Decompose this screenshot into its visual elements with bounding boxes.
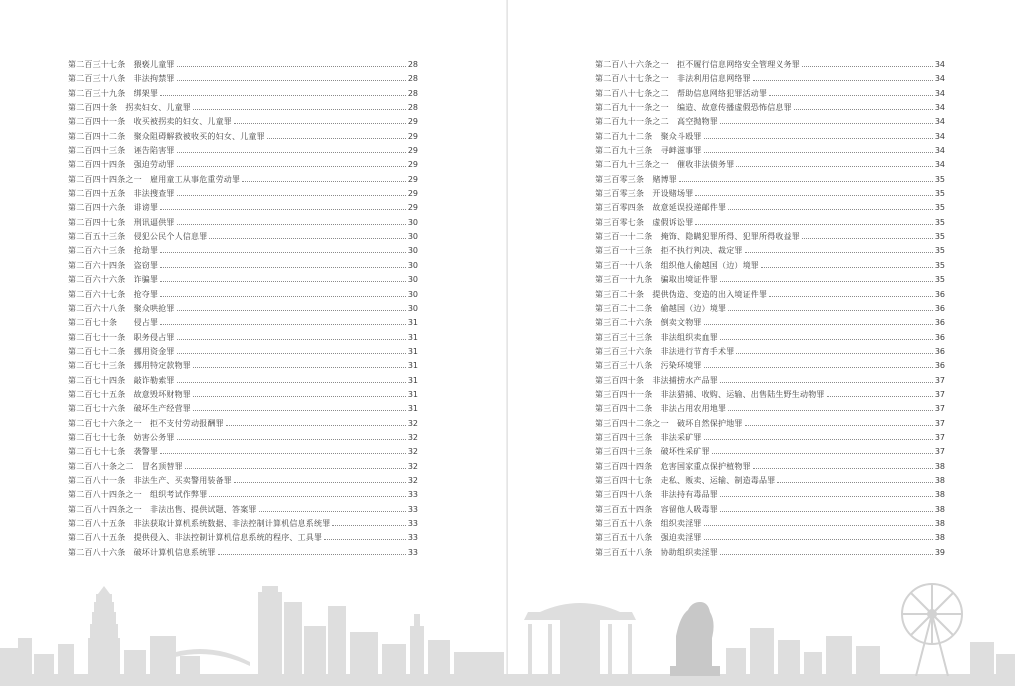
toc-leader-dots — [185, 460, 406, 469]
toc-entry — [68, 58, 418, 72]
toc-leader-dots — [177, 345, 406, 354]
toc-entry-title: 第三百四十二条 非法占用农用地罪 — [595, 404, 727, 414]
toc-entry-title: 第二百四十条 拐卖妇女、儿童罪 — [68, 103, 191, 113]
toc-entry — [595, 101, 945, 115]
toc-entry-title: 第二百八十五条 非法获取计算机系统数据、非法控制计算机信息系统罪 — [68, 519, 331, 528]
toc-entry-title: 第二百七十条 侵占罪 — [68, 318, 159, 328]
toc-page-number: 34 — [934, 103, 945, 113]
toc-entry-title: 第二百七十二条 挪用资金罪 — [68, 346, 175, 356]
toc-page-number: 30 — [407, 217, 418, 227]
toc-leader-dots — [177, 144, 406, 153]
toc-leader-dots — [177, 431, 406, 440]
toc-entry — [68, 460, 418, 474]
toc-page-number: 35 — [934, 246, 945, 256]
toc-page-number: 31 — [407, 332, 418, 342]
toc-entry-title: 第三百零三条 赌博罪 — [595, 174, 677, 184]
toc-page-number: 37 — [934, 418, 945, 428]
toc-leader-dots — [177, 158, 406, 167]
toc-leader-dots — [177, 72, 406, 81]
toc-entry — [68, 431, 418, 445]
toc-page-number: 28 — [407, 60, 418, 69]
toc-entry — [68, 230, 418, 244]
toc-entry — [68, 259, 418, 273]
toc-page-number: 29 — [407, 174, 418, 184]
toc-leader-dots — [704, 531, 933, 540]
toc-entry-title: 第二百三十八条 非法拘禁罪 — [68, 74, 175, 84]
toc-page-number: 32 — [407, 475, 418, 485]
toc-entry-title: 第三百一十九条 骗取出境证件罪 — [595, 275, 718, 285]
toc-page-number: 34 — [934, 88, 945, 98]
toc-leader-dots — [193, 388, 406, 397]
toc-page-number: 30 — [407, 260, 418, 270]
toc-leader-dots — [720, 488, 933, 497]
toc-entry-title: 第二百六十六条 诈骗罪 — [68, 275, 159, 285]
toc-leader-dots — [259, 503, 406, 512]
toc-entry — [595, 517, 945, 531]
toc-entry — [595, 273, 945, 287]
toc-page-number: 28 — [407, 74, 418, 84]
toc-page-number: 38 — [934, 519, 945, 528]
toc-entry — [595, 259, 945, 273]
toc-entry-title: 第二百四十五条 非法搜查罪 — [68, 189, 175, 199]
toc-entry — [595, 388, 945, 402]
toc-leader-dots — [332, 517, 405, 526]
toc-entry-title: 第二百八十七条之一 非法利用信息网络罪 — [595, 74, 751, 84]
toc-page-number: 30 — [407, 246, 418, 256]
toc-entry-title: 第三百四十三条 破坏性采矿罪 — [595, 447, 710, 457]
toc-page-number: 33 — [407, 533, 418, 543]
toc-entry-title: 第三百四十条 非法捕捞水产品罪 — [595, 375, 718, 385]
toc-leader-dots — [177, 58, 406, 67]
toc-page-number: 34 — [934, 131, 945, 141]
toc-page-number: 34 — [934, 74, 945, 84]
toc-leader-dots — [209, 230, 405, 239]
toc-page-number: 36 — [934, 303, 945, 313]
toc-entry-title: 第二百九十三条 寻衅滋事罪 — [595, 146, 702, 156]
toc-page-number: 34 — [934, 146, 945, 156]
toc-leader-dots — [802, 230, 933, 239]
toc-entry — [595, 158, 945, 172]
toc-entry — [595, 316, 945, 330]
toc-leader-dots — [704, 316, 933, 325]
toc-entry — [68, 402, 418, 416]
toc-page-number: 29 — [407, 160, 418, 170]
toc-page-number: 28 — [407, 103, 418, 113]
toc-page-number: 29 — [407, 189, 418, 199]
toc-page-number: 38 — [934, 475, 945, 485]
toc-entry — [595, 58, 945, 72]
toc-entry — [595, 173, 945, 187]
toc-entry-title: 第二百七十一条 职务侵占罪 — [68, 332, 175, 342]
toc-page-number: 32 — [407, 447, 418, 457]
toc-page-number: 34 — [934, 160, 945, 170]
toc-entry — [68, 331, 418, 345]
toc-entry-title: 第二百四十四条之一 雇用童工从事危重劳动罪 — [68, 174, 241, 184]
toc-entry-title: 第二百八十五条 提供侵入、非法控制计算机信息系统的程序、工具罪 — [68, 533, 323, 543]
toc-leader-dots — [745, 417, 933, 426]
toc-entry-title: 第二百四十四条 强迫劳动罪 — [68, 160, 175, 170]
toc-page-number: 32 — [407, 461, 418, 471]
toc-leader-dots — [777, 474, 932, 483]
toc-page-number: 38 — [934, 461, 945, 471]
toc-entry-title: 第三百五十八条 协助组织卖淫罪 — [595, 547, 718, 557]
toc-page-number: 37 — [934, 375, 945, 385]
toc-page-number: 31 — [407, 346, 418, 356]
toc-page-number: 35 — [934, 174, 945, 184]
toc-page-number: 28 — [407, 88, 418, 98]
toc-entry-title: 第二百八十四条之一 组织考试作弊罪 — [68, 490, 208, 500]
toc-leader-dots — [177, 331, 406, 340]
toc-leader-dots — [720, 273, 933, 282]
toc-entry-title: 第三百一十二条 掩饰、隐瞒犯罪所得、犯罪所得收益罪 — [595, 232, 800, 242]
toc-entry-title: 第二百八十四条之一 非法出售、提供试题、答案罪 — [68, 504, 257, 514]
toc-entry — [68, 187, 418, 201]
toc-entry — [595, 72, 945, 86]
toc-entry-title: 第二百七十四条 敲诈勒索罪 — [68, 375, 175, 385]
toc-entry-title: 第三百二十条 提供伪造、变造的出入境证件罪 — [595, 289, 768, 299]
toc-leader-dots — [160, 445, 406, 454]
toc-entry — [68, 72, 418, 86]
toc-entry — [595, 402, 945, 416]
toc-page-number: 31 — [407, 404, 418, 414]
toc-entry-title: 第三百三十八条 污染环境罪 — [595, 361, 702, 371]
toc-page-number: 29 — [407, 131, 418, 141]
toc-entry — [68, 474, 418, 488]
toc-entry — [68, 374, 418, 388]
toc-entry-title: 第二百四十三条 诬告陷害罪 — [68, 146, 175, 156]
toc-entry — [595, 144, 945, 158]
toc-entry-title: 第二百六十四条 盗窃罪 — [68, 260, 159, 270]
toc-entry-title: 第二百六十七条 抢夺罪 — [68, 289, 159, 299]
toc-entry — [68, 101, 418, 115]
toc-entry-title: 第二百四十二条 聚众阻碍解救被收买的妇女、儿童罪 — [68, 131, 265, 141]
toc-leader-dots — [226, 417, 406, 426]
toc-leader-dots — [736, 158, 932, 167]
toc-entry-title: 第二百八十七条之二 帮助信息网络犯罪活动罪 — [595, 88, 768, 98]
toc-leader-dots — [720, 503, 933, 512]
toc-list-left — [68, 58, 418, 560]
toc-entry — [68, 488, 418, 502]
toc-entry-title: 第二百七十三条 挪用特定款物罪 — [68, 361, 191, 371]
toc-leader-dots — [769, 288, 933, 297]
toc-page-number: 31 — [407, 361, 418, 371]
toc-entry — [68, 216, 418, 230]
toc-leader-dots — [160, 273, 406, 282]
toc-leader-dots — [728, 402, 933, 411]
toc-entry — [595, 288, 945, 302]
toc-entry-title: 第二百九十三条之一 催收非法债务罪 — [595, 160, 735, 170]
toc-page-number: 29 — [407, 203, 418, 213]
toc-entry-title: 第三百四十七条 走私、贩卖、运输、制造毒品罪 — [595, 475, 776, 485]
toc-entry-title: 第二百四十六条 诽谤罪 — [68, 203, 159, 213]
toc-page-number: 36 — [934, 346, 945, 356]
toc-page-number: 29 — [407, 117, 418, 127]
toc-entry — [595, 460, 945, 474]
toc-leader-dots — [704, 130, 933, 139]
toc-leader-dots — [160, 244, 406, 253]
toc-leader-dots — [177, 374, 406, 383]
toc-entry — [595, 187, 945, 201]
toc-entry — [595, 431, 945, 445]
toc-leader-dots — [234, 115, 406, 124]
toc-leader-dots — [695, 187, 932, 196]
toc-entry — [68, 417, 418, 431]
toc-entry-title: 第三百零四条 故意延误投递邮件罪 — [595, 203, 727, 213]
toc-entry — [595, 374, 945, 388]
toc-entry — [68, 503, 418, 517]
toc-leader-dots — [761, 259, 933, 268]
toc-page-number: 34 — [934, 117, 945, 127]
toc-entry-title: 第三百一十三条 拒不执行判决、裁定罪 — [595, 246, 743, 256]
toc-entry — [68, 445, 418, 459]
toc-entry — [595, 302, 945, 316]
toc-leader-dots — [234, 474, 406, 483]
toc-entry-title: 第三百一十八条 组织他人偷越国（边）境罪 — [595, 260, 759, 270]
toc-entry — [595, 87, 945, 101]
toc-entry — [68, 531, 418, 545]
city-skyline-illustration — [0, 566, 1015, 686]
toc-entry-title: 第二百六十三条 抢劫罪 — [68, 246, 159, 256]
toc-entry-title: 第二百五十三条 侵犯公民个人信息罪 — [68, 232, 208, 242]
toc-leader-dots — [704, 431, 933, 440]
toc-page-number: 35 — [934, 203, 945, 213]
toc-page-number: 35 — [934, 260, 945, 270]
toc-page-number: 33 — [407, 519, 418, 528]
toc-leader-dots — [160, 316, 406, 325]
toc-entry-title: 第二百六十八条 聚众哄抢罪 — [68, 303, 175, 313]
toc-leader-dots — [745, 244, 933, 253]
toc-entry — [68, 201, 418, 215]
toc-leader-dots — [728, 302, 933, 311]
toc-leader-dots — [769, 87, 933, 96]
toc-entry-title: 第三百四十八条 非法持有毒品罪 — [595, 490, 718, 500]
toc-entry-title: 第三百二十六条 倒卖文物罪 — [595, 318, 702, 328]
toc-entry-title: 第二百八十六条之一 拒不履行信息网络安全管理义务罪 — [595, 60, 800, 69]
toc-leader-dots — [802, 58, 933, 67]
toc-page-number: 36 — [934, 332, 945, 342]
toc-entry — [68, 273, 418, 287]
toc-leader-dots — [177, 302, 406, 311]
toc-page-number: 31 — [407, 375, 418, 385]
toc-entry — [595, 474, 945, 488]
toc-entry — [595, 244, 945, 258]
toc-leader-dots — [218, 546, 406, 555]
toc-leader-dots — [794, 101, 933, 110]
toc-page-number: 36 — [934, 361, 945, 371]
toc-entry-title: 第三百四十四条 危害国家重点保护植物罪 — [595, 461, 751, 471]
toc-leader-dots — [753, 460, 933, 469]
toc-entry-title: 第二百七十七条 妨害公务罪 — [68, 432, 175, 442]
toc-entry-title: 第三百四十三条 非法采矿罪 — [595, 432, 702, 442]
toc-entry-title: 第三百二十二条 偷越国（边）境罪 — [595, 303, 727, 313]
toc-leader-dots — [827, 388, 933, 397]
toc-page-number: 30 — [407, 289, 418, 299]
toc-page-number: 31 — [407, 318, 418, 328]
toc-page-number: 38 — [934, 504, 945, 514]
toc-entry — [595, 503, 945, 517]
toc-entry-title: 第二百八十条之二 冒名顶替罪 — [68, 461, 183, 471]
toc-leader-dots — [242, 173, 406, 182]
toc-leader-dots — [160, 259, 406, 268]
toc-entry-title: 第二百七十六条 破坏生产经营罪 — [68, 404, 191, 414]
toc-entry-title: 第二百七十六条之一 拒不支付劳动报酬罪 — [68, 418, 224, 428]
toc-leader-dots — [177, 216, 406, 225]
toc-leader-dots — [193, 402, 406, 411]
toc-page-number: 39 — [934, 547, 945, 557]
toc-leader-dots — [160, 87, 406, 96]
toc-leader-dots — [720, 115, 933, 124]
toc-page-number: 35 — [934, 275, 945, 285]
toc-entry-title: 第二百九十一条之二 高空抛物罪 — [595, 117, 718, 127]
toc-page-number: 38 — [934, 533, 945, 543]
toc-page-number: 33 — [407, 504, 418, 514]
toc-entry — [595, 488, 945, 502]
toc-entry — [68, 546, 418, 560]
toc-entry — [68, 345, 418, 359]
toc-leader-dots — [324, 531, 406, 540]
toc-page-number: 36 — [934, 318, 945, 328]
toc-entry — [595, 531, 945, 545]
toc-leader-dots — [193, 359, 406, 368]
toc-entry — [68, 144, 418, 158]
toc-list-right — [595, 58, 945, 560]
toc-entry-title: 第二百三十九条 绑架罪 — [68, 88, 159, 98]
toc-page-number: 35 — [934, 217, 945, 227]
toc-leader-dots — [160, 201, 406, 210]
toc-entry — [68, 158, 418, 172]
toc-entry — [68, 130, 418, 144]
toc-leader-dots — [209, 488, 405, 497]
toc-leader-dots — [177, 187, 406, 196]
toc-entry — [595, 417, 945, 431]
toc-leader-dots — [712, 445, 933, 454]
toc-page-number: 30 — [407, 303, 418, 313]
toc-entry — [68, 244, 418, 258]
toc-entry-title: 第三百三十三条 非法组织卖血罪 — [595, 332, 718, 342]
toc-entry — [68, 302, 418, 316]
toc-leader-dots — [720, 546, 933, 555]
toc-leader-dots — [736, 345, 932, 354]
toc-entry — [595, 331, 945, 345]
toc-leader-dots — [753, 72, 933, 81]
toc-entry-title: 第二百四十七条 刑讯逼供罪 — [68, 217, 175, 227]
toc-entry — [68, 517, 418, 531]
toc-page-number: 30 — [407, 232, 418, 242]
toc-entry-title: 第三百五十四条 容留他人吸毒罪 — [595, 504, 718, 514]
toc-entry-title: 第三百三十六条 非法进行节育手术罪 — [595, 346, 735, 356]
toc-entry — [68, 115, 418, 129]
toc-entry-title: 第三百四十二条之一 破坏自然保护地罪 — [595, 418, 743, 428]
toc-entry — [68, 87, 418, 101]
toc-entry — [68, 359, 418, 373]
toc-entry-title: 第二百九十二条 聚众斗殴罪 — [595, 131, 702, 141]
toc-leader-dots — [704, 517, 933, 526]
toc-entry — [595, 345, 945, 359]
toc-leader-dots — [160, 288, 406, 297]
toc-entry-title: 第二百七十七条 袭警罪 — [68, 447, 159, 457]
toc-leader-dots — [193, 101, 406, 110]
toc-entry-title: 第三百零七条 虚假诉讼罪 — [595, 217, 694, 227]
toc-leader-dots — [704, 359, 933, 368]
toc-entry-title: 第三百零三条 开设赌场罪 — [595, 189, 694, 199]
toc-page-number: 32 — [407, 432, 418, 442]
toc-page-number: 38 — [934, 490, 945, 500]
toc-leader-dots — [267, 130, 406, 139]
toc-page-number: 35 — [934, 232, 945, 242]
toc-entry-title: 第三百四十一条 非法猎捕、收购、运输、出售陆生野生动物罪 — [595, 389, 825, 399]
toc-page-number: 35 — [934, 189, 945, 199]
toc-page-number: 37 — [934, 389, 945, 399]
toc-leader-dots — [704, 144, 933, 153]
toc-page-number: 29 — [407, 146, 418, 156]
toc-entry — [595, 230, 945, 244]
toc-entry — [595, 115, 945, 129]
toc-page-number: 31 — [407, 389, 418, 399]
toc-entry — [595, 216, 945, 230]
toc-page-number: 30 — [407, 275, 418, 285]
toc-entry — [595, 359, 945, 373]
toc-leader-dots — [728, 201, 933, 210]
toc-leader-dots — [679, 173, 933, 182]
toc-entry-title: 第二百八十六条 破坏计算机信息系统罪 — [68, 547, 216, 557]
toc-leader-dots — [720, 331, 933, 340]
toc-page-number: 33 — [407, 490, 418, 500]
toc-entry-title: 第二百四十一条 收买被拐卖的妇女、儿童罪 — [68, 117, 232, 127]
toc-entry-title: 第二百九十一条之一 编造、故意传播虚假恐怖信息罪 — [595, 103, 792, 113]
toc-entry-title: 第二百七十五条 故意毁坏财物罪 — [68, 389, 191, 399]
toc-entry-title: 第二百八十一条 非法生产、买卖警用装备罪 — [68, 475, 232, 485]
toc-page-number: 33 — [407, 547, 418, 557]
toc-entry — [595, 201, 945, 215]
toc-leader-dots — [720, 374, 933, 383]
toc-entry — [595, 130, 945, 144]
toc-page-number: 37 — [934, 432, 945, 442]
toc-entry — [68, 388, 418, 402]
toc-page-number: 34 — [934, 60, 945, 69]
toc-page-number: 37 — [934, 404, 945, 414]
toc-page-number: 36 — [934, 289, 945, 299]
toc-entry-title: 第二百三十七条 猥亵儿童罪 — [68, 60, 175, 69]
toc-entry — [68, 316, 418, 330]
toc-entry — [68, 173, 418, 187]
toc-entry-title: 第三百五十八条 组织卖淫罪 — [595, 519, 702, 528]
toc-entry — [595, 546, 945, 560]
toc-entry — [68, 288, 418, 302]
toc-page-number: 37 — [934, 447, 945, 457]
toc-entry — [595, 445, 945, 459]
toc-entry-title: 第三百五十八条 强迫卖淫罪 — [595, 533, 702, 543]
toc-page-number: 32 — [407, 418, 418, 428]
toc-leader-dots — [695, 216, 932, 225]
